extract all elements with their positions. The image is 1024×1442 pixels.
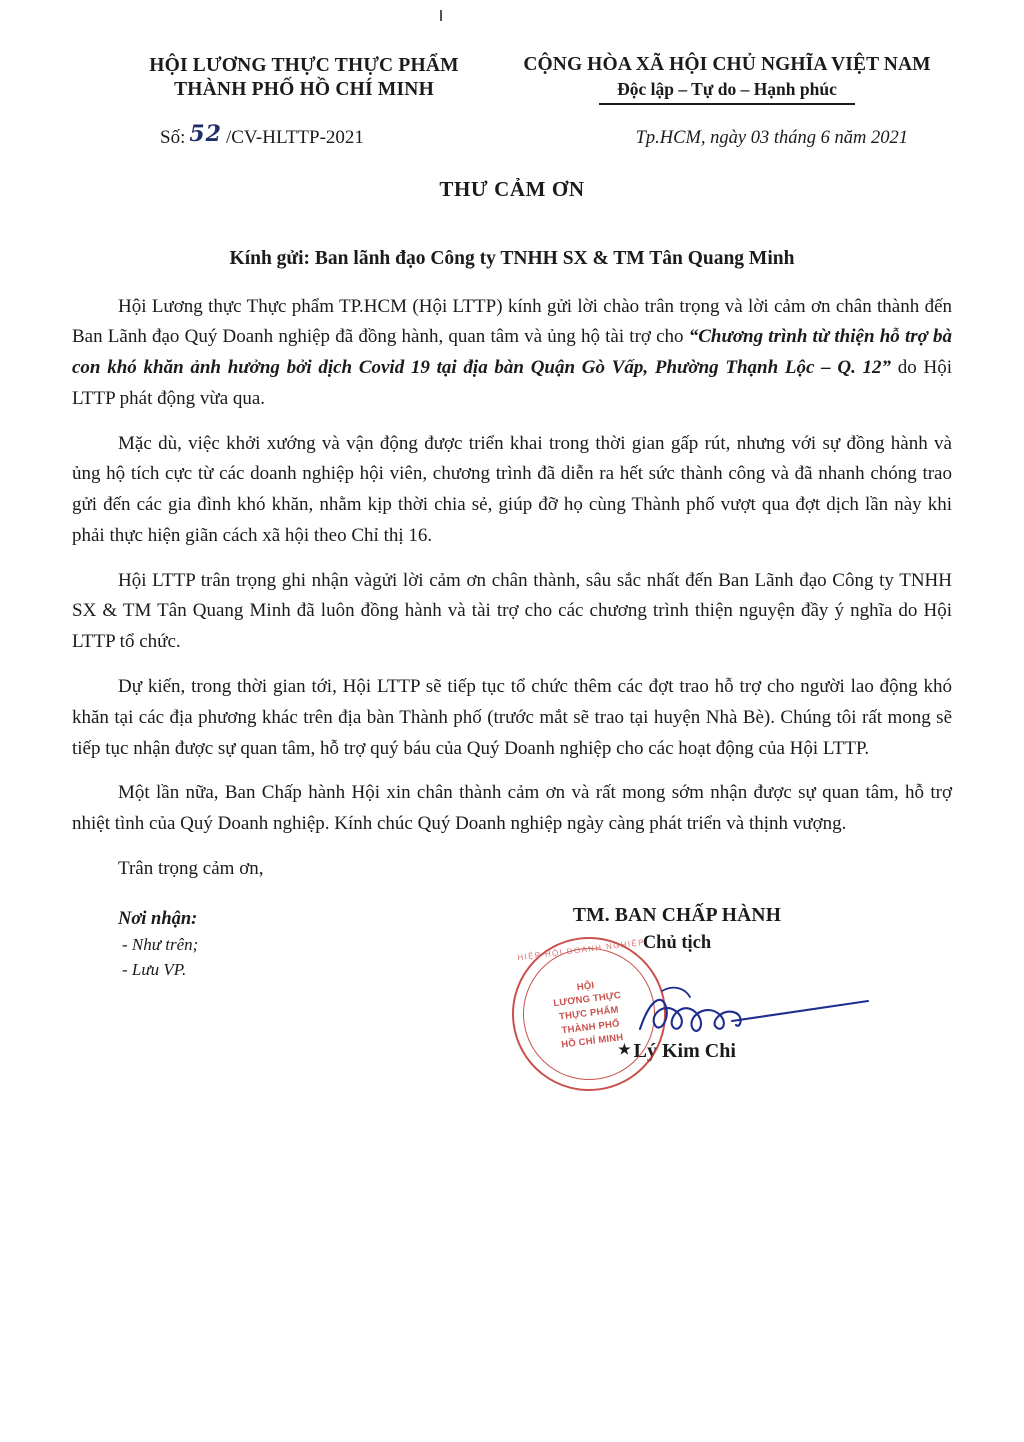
star-icon: ★ bbox=[618, 1042, 631, 1058]
seal-line-1: HỘI bbox=[576, 979, 595, 993]
seal-line-3: THỰC PHẨM bbox=[558, 1004, 620, 1023]
recipients-item-0: - Như trên; bbox=[122, 934, 199, 954]
national-heading bbox=[502, 54, 952, 105]
document-number-label: Số: bbox=[160, 126, 186, 148]
recipients-item-1: - Lưu VP. bbox=[122, 959, 187, 979]
document-footer bbox=[72, 904, 952, 1119]
nation-motto: Độc lập – Tự do – Hạnh phúc bbox=[617, 79, 837, 99]
paragraph-5: Một lần nữa, Ban Chấp hành Hội xin chân thành cảm ơn và rất mong sớm nhận được sự quan tâm, hỗ trợ nhiệt tình của Quý Doanh nghiệp. Kính chúc Quý Doanh nghiệp ngày càng phát triển và thịnh vượng. bbox=[72, 782, 952, 835]
paragraph-4: Dự kiến, trong thời gian tới, Hội LTTP sẽ tiếp tục tổ chức thêm các đợt trao hỗ trợ cho người lao động khó khăn tại các địa phương khác trên địa bàn Thành phố (trước mắt sẽ trao tại huyện Nhà Bè). Chúng tôi rất mong sẽ tiếp tục nhận được sự quan tâm, hỗ trợ quý báu của Quý Doanh nghiệp cho các hoạt động của Hội LTTP. bbox=[72, 676, 952, 759]
document-number-suffix: /CV-HLTTP-2021 bbox=[225, 126, 364, 148]
paragraph-1 bbox=[72, 292, 952, 415]
official-seal bbox=[503, 928, 675, 1100]
document-body bbox=[72, 292, 952, 885]
seal-arc-text: HIỆP HỘI DOANH NGHIỆP bbox=[516, 937, 646, 962]
paragraph-1-part-a: Hội Lương thực Thực phẩm TP.HCM (Hội LTTP) kính gửi lời chào trân trọng và lời cảm ơn chân thành đến Ban Lãnh đạo Quý Doanh nghiệp đã đồng hành, quan tâm và ủng hộ tài trợ cho bbox=[72, 295, 952, 348]
signing-body: TM. BAN CHẤP HÀNH bbox=[572, 904, 782, 926]
page-title: THƯ CẢM ƠN bbox=[439, 176, 585, 201]
document-meta-row bbox=[72, 120, 952, 149]
document-number bbox=[160, 120, 364, 149]
org-line-2: THÀNH PHỐ HỒ CHÍ MINH bbox=[174, 78, 434, 100]
nation-name: CỘNG HÒA XÃ HỘI CHỦ NGHĨA VIỆT NAM bbox=[523, 54, 931, 75]
signer-name-text: Lý Kim Chi bbox=[633, 1039, 736, 1062]
closing-line: Trân trọng cảm ơn, bbox=[118, 857, 264, 879]
recipient-line: Kính gửi: Ban lãnh đạo Công ty TNHH SX & TM Tân Quang Minh bbox=[229, 247, 795, 269]
scan-tick-mark bbox=[440, 10, 442, 21]
recipients-title: Nơi nhận: bbox=[118, 908, 198, 929]
seal-inner-text bbox=[505, 930, 672, 1097]
recipients-list bbox=[118, 909, 198, 980]
paragraph-2: Mặc dù, việc khởi xướng và vận động được triển khai trong thời gian gấp rút, nhưng với sự đồng hành và ủng hộ tích cực từ các doanh nghiệp hội viên, chương trình đã diễn ra hết sức thành công và đã nhanh chóng trao gửi đến các gia đình khó khăn, nhằm kịp thời chia sẻ, giúp đỡ họ cùng Thành phố vượt qua đợt dịch lần này khi phải thực hiện giãn cách xã hội theo Chỉ thị 16. bbox=[72, 432, 952, 546]
issuing-organization bbox=[114, 54, 494, 102]
seal-line-2: LƯƠNG THỰC bbox=[552, 989, 622, 1010]
nation-underline bbox=[599, 103, 855, 105]
program-name-quote: “Chương trình từ thiện hỗ trợ bà con khó khăn ảnh hưởng bởi dịch Covid 19 tại địa bàn Quận Gò Vấp, Phường Thạnh Lộc – Q. 12” bbox=[72, 326, 952, 379]
org-line-1: HỘI LƯƠNG THỰC THỰC PHẨM bbox=[149, 55, 459, 76]
document-date: Tp.HCM, ngày 03 tháng 6 năm 2021 bbox=[635, 127, 908, 148]
paragraph-1-part-b: do Hội LTTP phát động vừa qua. bbox=[72, 357, 952, 409]
signer-role: Chủ tịch bbox=[642, 932, 712, 953]
paragraph-3: Hội LTTP trân trọng ghi nhận vàgửi lời cảm ơn chân thành, sâu sắc nhất đến Ban Lãnh đạo Công ty TNHH SX & TM Tân Quang Minh đã luôn đồng hành và tài trợ cho các chương trình thiện nguyện đầy ý nghĩa do Hội LTTP tổ chức. bbox=[72, 569, 952, 653]
document-number-handwritten: 52 bbox=[189, 120, 222, 147]
seal-line-4: THÀNH PHỐ bbox=[561, 1017, 621, 1036]
document-header bbox=[72, 54, 952, 105]
seal-line-5: HỒ CHÍ MINH bbox=[560, 1031, 624, 1050]
